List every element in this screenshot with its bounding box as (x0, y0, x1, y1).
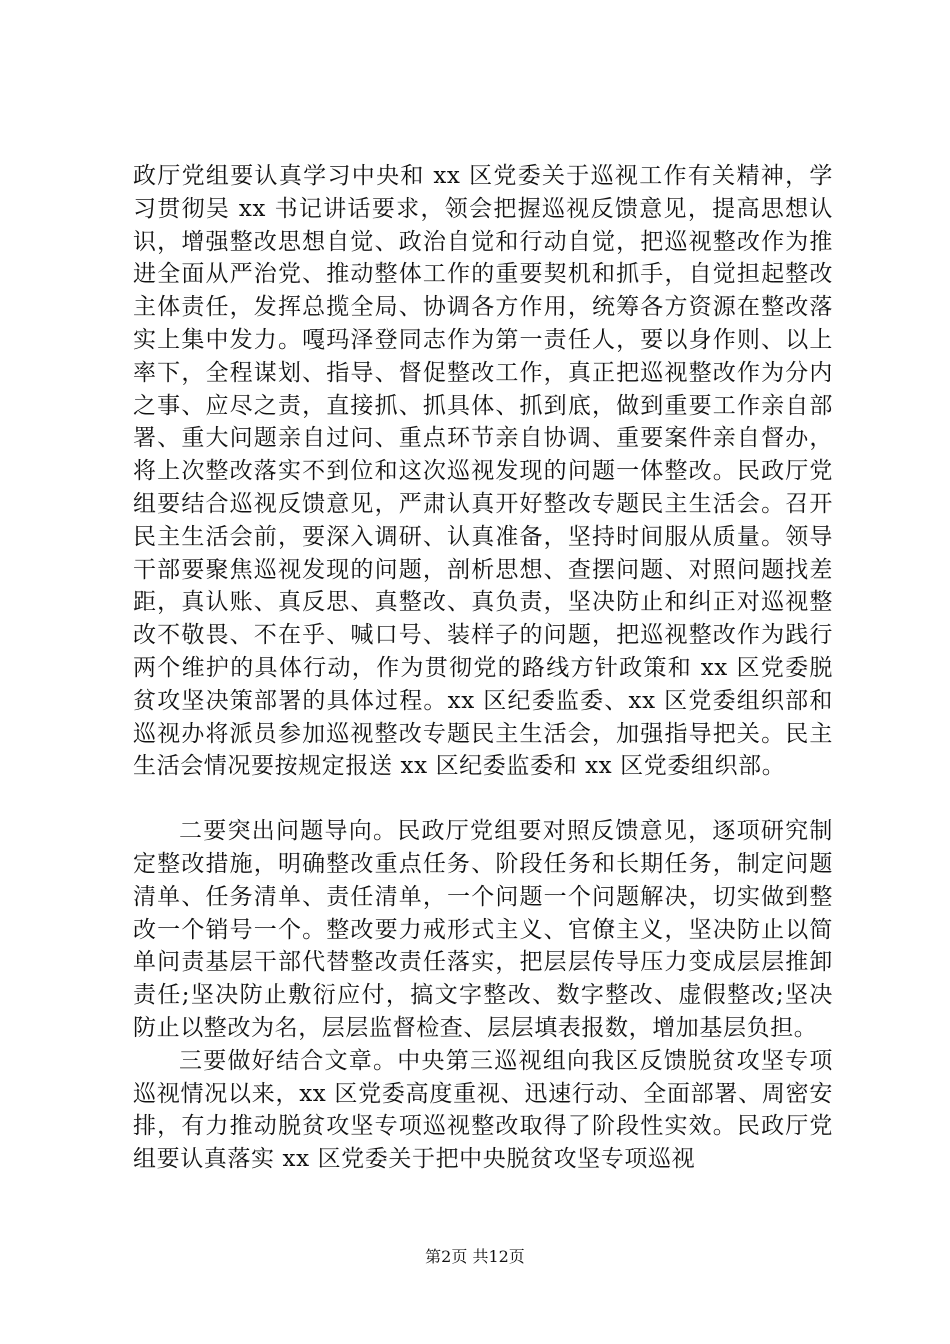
document-body (133, 160, 833, 1176)
paragraph-continued: 政厅党组要认真学习中央和 xx 区党委关于巡视工作有关精神，学习贯彻吴 xx 书记讲话要求，领会把握巡视反馈意见，提高思想认识，增强整改思想自觉、政治自觉和行动自觉，把巡视整改作为推进全面从严治党、推动整体工作的重要契机和抓手，自觉担起整改主体责任，发挥总揽全局、协调各方作用，统筹各方资源在整改落实上集中发力。嘎玛泽登同志作为第一责任人，要以身作则、以上率下，全程谋划、指导、督促整改工作，真正把巡视整改作为分内之事、应尽之责，直接抓、抓具体、抓到底，做到重要工作亲自部署、重大问题亲自过问、重点环节亲自协调、重要案件亲自督办，将上次整改落实不到位和这次巡视发现的问题一体整改。民政厅党组要结合巡视反馈意见，严肃认真开好整改专题民主生活会。召开民主生活会前，要深入调研、认真准备，坚持时间服从质量。领导干部要聚焦巡视发现的问题，剖析思想、查摆问题、对照问题找差距，真认账、真反思、真整改、真负责，坚决防止和纠正对巡视整改不敬畏、不在乎、喊口号、装样子的问题，把巡视整改作为践行两个维护的具体行动，作为贯彻党的路线方针政策和 xx 区党委脱贫攻坚决策部署的具体过程。xx 区纪委监委、xx 区党委组织部和巡视办将派员参加巡视整改专题民主生活会，加强指导把关。民主生活会情况要按规定报送 xx 区纪委监委和 xx 区党委组织部。 (133, 163, 833, 780)
paragraph-gap (133, 783, 833, 815)
paragraph-combination: 三要做好结合文章。中央第三巡视组向我区反馈脱贫攻坚专项巡视情况以来，xx 区党委高度重视、迅速行动、全面部署、周密安排，有力推动脱贫攻坚专项巡视整改取得了阶段性实效。民政厅党组要认真落实 xx 区党委关于把中央脱贫攻坚专项巡视 (133, 1047, 833, 1173)
page-footer: 第2页 共12页 (425, 1247, 525, 1266)
paragraph-problem-orientation: 二要突出问题导向。民政厅党组要对照反馈意见，逐项研究制定整改措施，明确整改重点任务、阶段任务和长期任务，制定问题清单、任务清单、责任清单，一个问题一个问题解决，切实做到整改一个销号一个。整改要力戒形式主义、官僚主义，坚决防止以简单问责基层干部代替整改责任落实，把层层传导压力变成层层推卸责任;坚决防止敷衍应付，搞文字整改、数字整改、虚假整改;坚决防止以整改为名，层层监督检查、层层填表报数，增加基层负担。 (133, 818, 833, 1041)
